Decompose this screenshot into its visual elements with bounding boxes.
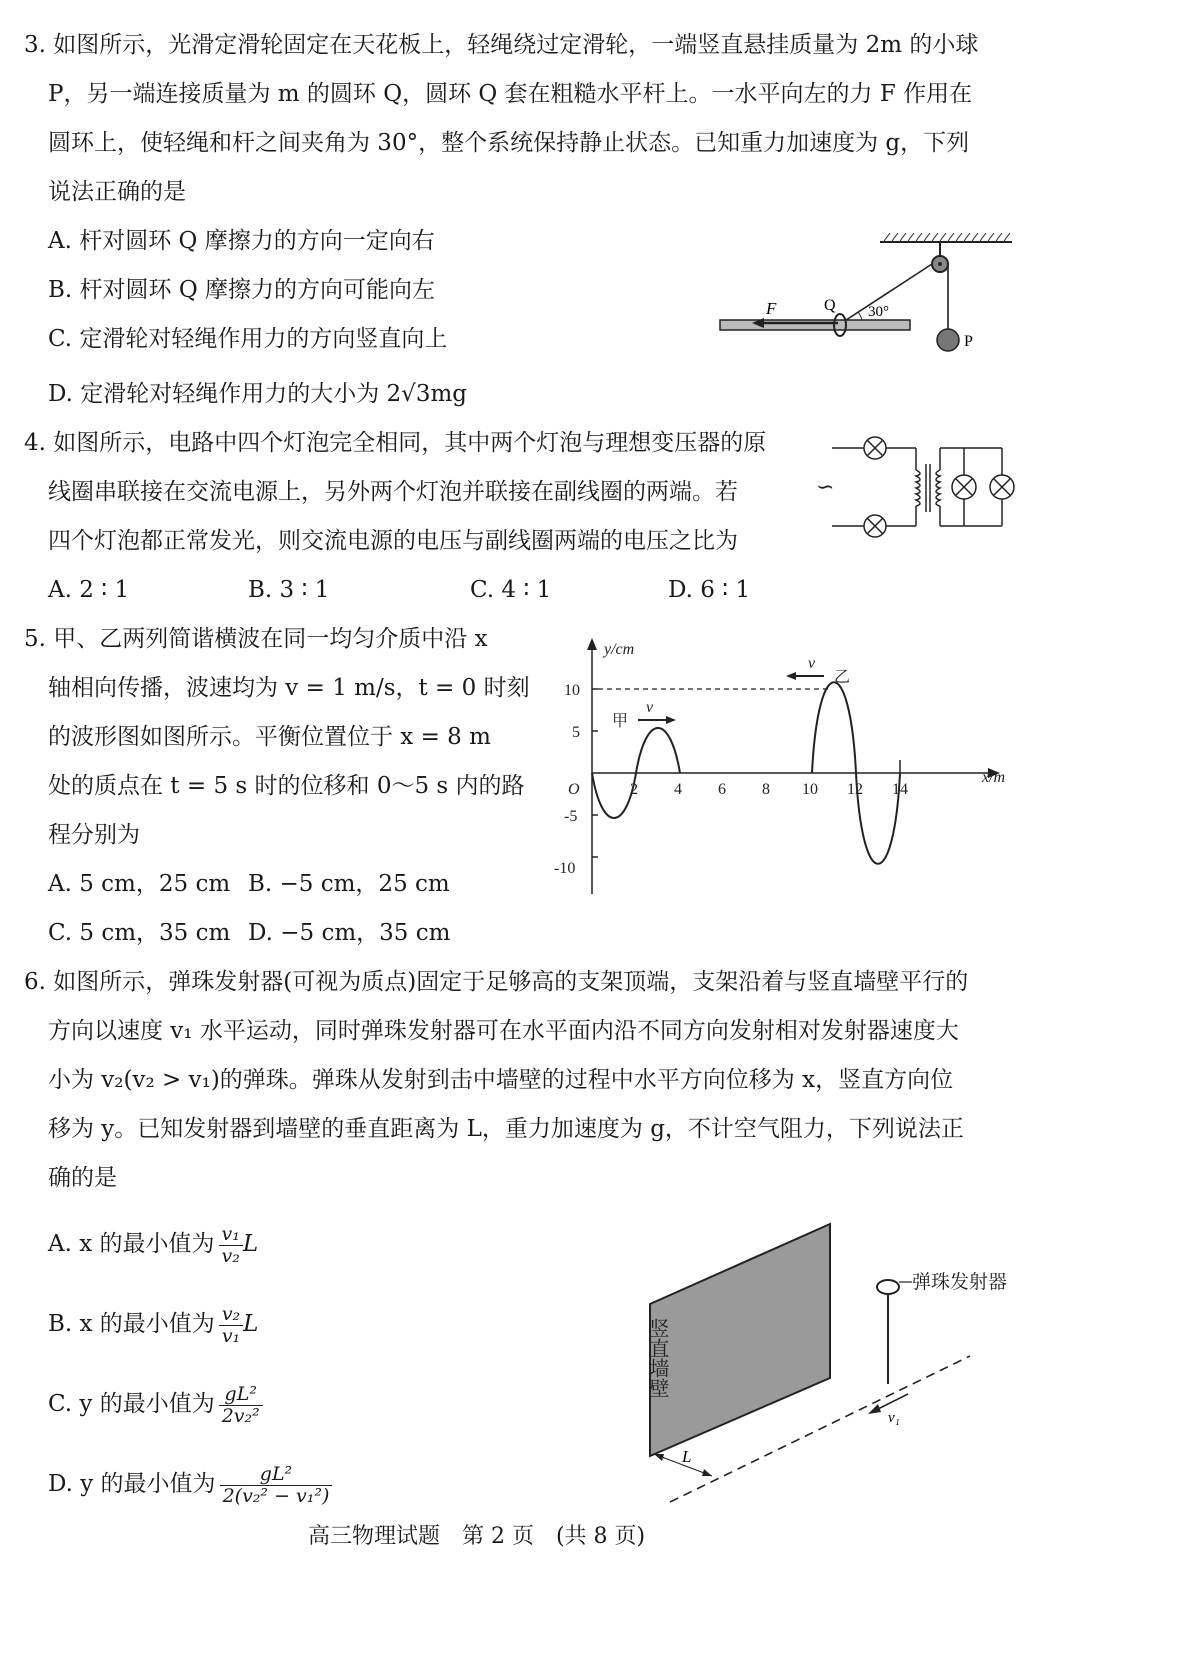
launcher-label: 弹珠发射器 [912, 1271, 1008, 1293]
q5-line-2: 轴相向传播，波速均为 v = 1 m/s，t = 0 时刻 [48, 675, 530, 701]
q3-pulley-figure [700, 226, 1030, 366]
q5-line-1: 5. 甲、乙两列简谐横波在同一均匀介质中沿 x [24, 626, 488, 652]
q4-line-2: 线圈串联接在交流电源上，另外两个灯泡并联接在副线圈的两端。若 [48, 479, 738, 505]
q3-option-a: A. 杆对圆环 Q 摩擦力的方向一定向右 [48, 228, 435, 254]
option-a-numerator: v₁ [219, 1224, 243, 1246]
option-b-suffix: L [243, 1311, 259, 1337]
q3-line-3: 圆环上，使轻绳和杆之间夹角为 30°，整个系统保持静止状态。已知重力加速度为 g，下列 [48, 130, 970, 156]
x-tick-label: 4 [674, 781, 682, 798]
q6-option-d [48, 1462, 332, 1507]
y-tick-label: -10 [554, 860, 576, 877]
y-tick-label: -5 [564, 808, 578, 825]
q4-option-c: C. 4 ∶ 1 [470, 577, 552, 603]
x-tick-label: 6 [718, 781, 726, 798]
wave-jia-label: 甲 [612, 713, 629, 730]
label-p: P [964, 333, 973, 350]
q3-line-4: 说法正确的是 [48, 179, 186, 205]
q4-option-d: D. 6 ∶ 1 [668, 577, 751, 603]
q6-line-1: 6. 如图所示，弹珠发射器(可视为质点)固定于足够高的支架顶端，支架沿着与竖直墙壁平行的 [24, 969, 969, 995]
option-b-text: B. x 的最小值为 [48, 1311, 215, 1337]
q6-line-4: 移为 y。已知发射器到墙壁的垂直距离为 L，重力加速度为 g，不计空气阻力，下列说法正 [48, 1116, 964, 1142]
q4-line-3: 四个灯泡都正常发光，则交流电源的电压与副线圈两端的电压之比为 [48, 528, 738, 554]
y-tick-label: 5 [572, 724, 580, 741]
launcher-icon [877, 1280, 899, 1294]
q5-line-5: 程分别为 [48, 822, 140, 848]
ball-p [937, 329, 959, 351]
q5-line-4: 处的质点在 t = 5 s 时的位移和 0～5 s 内的路 [48, 773, 525, 799]
q3-option-b: B. 杆对圆环 Q 摩擦力的方向可能向左 [48, 277, 436, 303]
q6-option-b [48, 1302, 258, 1347]
origin-label: O [568, 781, 580, 798]
option-c-numerator: gL² [219, 1384, 263, 1406]
x-axis-label: x/m [982, 769, 1006, 786]
x-tick-label: 2 [630, 781, 638, 798]
q5-wave-chart [550, 632, 1020, 900]
q5-option-b: B. −5 cm，25 cm [248, 871, 450, 897]
ac-source-icon: ∽ [816, 475, 835, 500]
page-footer: 高三物理试题 第 2 页 (共 8 页) [308, 1524, 646, 1549]
option-a-text: A. x 的最小值为 [48, 1231, 215, 1257]
option-c-denominator: 2v₂² [221, 1404, 260, 1427]
q3-line-1: 3. 如图所示，光滑定滑轮固定在天花板上，轻绳绕过定滑轮，一端竖直悬挂质量为 2m 的小球 [24, 32, 979, 58]
q6-line-3: 小为 v₂(v₂ > v₁)的弹珠。弹珠从发射到击中墙壁的过程中水平方向位移为 x，竖直方向位 [48, 1067, 954, 1093]
vertical-wall [650, 1224, 830, 1456]
q5-option-c: C. 5 cm，35 cm [48, 920, 231, 946]
q4-line-1: 4. 如图所示，电路中四个灯泡完全相同，其中两个灯泡与理想变压器的原 [24, 430, 767, 456]
q4-circuit-figure [812, 428, 1022, 548]
label-q: Q [824, 297, 836, 314]
q6-option-c [48, 1382, 263, 1427]
q3-option-c: C. 定滑轮对轻绳作用力的方向竖直向上 [48, 326, 448, 352]
velocity-label: v [646, 699, 654, 716]
q6-wall-figure [640, 1218, 1020, 1510]
wall-label: 竖直墙壁 [646, 1318, 670, 1398]
q6-line-2: 方向以速度 v₁ 水平运动，同时弹珠发射器可在水平面内沿不同方向发射相对发射器速度大 [48, 1018, 959, 1044]
q6-option-a [48, 1222, 258, 1267]
option-a-suffix: L [242, 1231, 259, 1257]
distance-label: L [682, 1447, 692, 1466]
option-c-text: C. y 的最小值为 [48, 1391, 215, 1417]
velocity-label: v [808, 655, 816, 672]
q5-line-3: 的波形图如图所示。平衡位置位于 x = 8 m [48, 724, 491, 750]
option-b-numerator: v₂ [219, 1304, 243, 1326]
label-angle: 30° [868, 304, 889, 320]
option-d-text: D. y 的最小值为 [48, 1471, 216, 1497]
option-d-numerator: gL² [220, 1464, 333, 1486]
q5-option-a: A. 5 cm，25 cm [48, 871, 231, 897]
q5-option-d: D. −5 cm，35 cm [248, 920, 451, 946]
x-tick-label: 12 [847, 781, 863, 798]
q4-option-a: A. 2 ∶ 1 [48, 577, 130, 603]
q4-option-b: B. 3 ∶ 1 [248, 577, 330, 603]
velocity-v1-label: v₁ [888, 1410, 900, 1426]
option-b-denominator: v₁ [221, 1324, 241, 1347]
option-a-denominator: v₂ [221, 1244, 240, 1267]
x-tick-label: 10 [802, 781, 818, 798]
x-tick-label: 8 [762, 781, 770, 798]
q6-line-5: 确的是 [48, 1165, 117, 1191]
q3-line-2: P，另一端连接质量为 m 的圆环 Q，圆环 Q 套在粗糙水平杆上。一水平向左的力 F 作用在 [48, 81, 973, 107]
y-axis-label: y/cm [604, 641, 635, 658]
x-tick-label: 14 [892, 781, 908, 798]
y-tick-label: 10 [564, 682, 580, 699]
option-d-denominator: 2(v₂² − v₁²) [222, 1484, 330, 1507]
horizontal-rod [720, 320, 910, 330]
wave-yi-label: 乙 [834, 669, 851, 686]
label-f: F [766, 299, 777, 318]
q3-option-d: D. 定滑轮对轻绳作用力的大小为 2√3mg [48, 381, 468, 407]
